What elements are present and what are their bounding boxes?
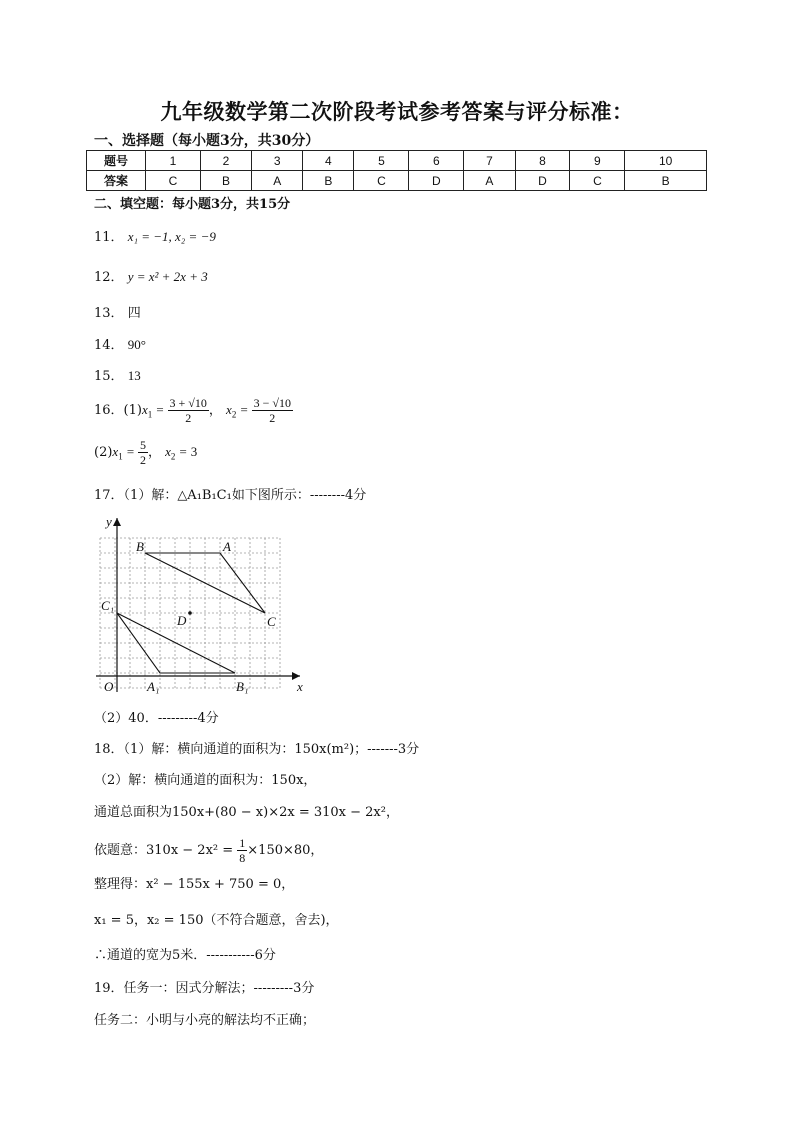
q17-line2: （2）40．---------4分 (94, 711, 219, 726)
q12-answer: y = x² + 2x + 3 (127, 269, 208, 284)
q18-line1: 18．（1）解：横向通道的面积为：150x(m²)；-------3分 (94, 742, 420, 757)
answer-cell: C (354, 171, 409, 191)
q18-line4-post: ×150×80， (247, 843, 324, 858)
answer-cell: A (464, 171, 515, 191)
axis-y-label: y (106, 514, 112, 529)
q11-line (94, 228, 216, 247)
section1-heading: 一、选择题（每小题3分，共30分） (94, 133, 320, 149)
answer-cell: B (200, 171, 251, 191)
question-number: 6 (409, 151, 464, 171)
point-a1-label: A₁ (147, 679, 160, 694)
q16-part1-line: 16．$(1)x_1$ = $\frac{3 + √10}{2}$ ， $x_2$ = $\frac{3 - √10}{2}$ (94, 396, 291, 425)
q16-part2-label: (2) (94, 445, 113, 460)
q16-x1-fraction (168, 396, 209, 425)
table-row-numbers (87, 151, 707, 171)
q11-label: 11． (94, 230, 124, 245)
q16-p2-x1-numerator: 5 (139, 438, 146, 452)
q16-x1-numerator: 3 + √10 (169, 396, 207, 410)
question-number: 2 (200, 151, 251, 171)
q16-p2-x1-denominator: 2 (139, 453, 146, 467)
origin-label: O (104, 679, 114, 694)
q18-line4-pre: 依题意：310x − 2x² = (94, 843, 238, 858)
answer-cell: A (252, 171, 303, 191)
q19-line2: 任务二：小明与小亮的解法均不正确； (94, 1013, 316, 1028)
q14-answer: 90° (127, 337, 146, 352)
answer-cell: D (515, 171, 570, 191)
point-d-dot (188, 611, 192, 615)
y-axis-arrow-icon (113, 518, 121, 526)
q15-answer: 13 (127, 368, 141, 383)
q13-label: 13． (94, 306, 124, 321)
point-a-label: A (223, 539, 231, 554)
q13-answer: 四 (127, 306, 141, 321)
table-row-answers (87, 171, 707, 191)
q12-label: 12． (94, 270, 124, 285)
q18-line3: 通道总面积为150x+(80 − x)×2x = 310x − 2x²， (94, 805, 399, 820)
answer-cell: C (570, 171, 625, 191)
q15-label: 15． (94, 369, 124, 384)
question-number: 9 (570, 151, 625, 171)
q16-x2-denominator: 2 (269, 411, 276, 425)
q13-line (94, 305, 141, 323)
point-c1-label: C₁ (101, 598, 115, 613)
question-number: 8 (515, 151, 570, 171)
q16-p2-x1-fraction (138, 438, 148, 467)
question-number: 3 (252, 151, 303, 171)
q18-line2: （2）解：横向通道的面积为：150x， (94, 773, 317, 788)
q18-fraction-denominator: 8 (239, 851, 246, 865)
question-number: 5 (354, 151, 409, 171)
axis-x-label: x (297, 679, 303, 694)
q14-label: 14． (94, 338, 124, 353)
coordinate-grid-figure (92, 510, 322, 700)
row-header-answer: 答案 (87, 171, 146, 191)
question-number: 10 (625, 151, 707, 171)
row-header-number: 题号 (87, 151, 146, 171)
point-b1-label: B₁ (236, 679, 249, 694)
q19-line1: 19．任务一：因式分解法；---------3分 (94, 981, 315, 996)
q16-x2-fraction (252, 396, 293, 425)
q18-line6: x₁ = 5，x₂ = 150（不符合题意，舍去)， (94, 913, 339, 928)
q18-line5: 整理得：x² − 155x + 750 = 0， (94, 877, 295, 892)
answer-cell: B (625, 171, 707, 191)
q18-line7: ∴通道的宽为5米．-----------6分 (94, 948, 276, 963)
q12-line (94, 268, 208, 287)
answer-cell: B (303, 171, 354, 191)
point-c-label: C (267, 614, 276, 629)
q17-line1: 17．（1）解：△A₁B₁C₁如下图所示：--------4分 (94, 488, 367, 503)
question-number: 7 (464, 151, 515, 171)
answer-table (86, 150, 707, 191)
page-title: 九年级数学第二次阶段考试参考答案与评分标准： (160, 99, 634, 124)
q11-answer: x₁ = −1, x₂ = −9 (127, 229, 216, 244)
answer-cell: D (409, 171, 464, 191)
question-number: 1 (146, 151, 201, 171)
q18-fraction (237, 836, 247, 865)
q16-p2-x2: 3 (190, 444, 198, 459)
point-d-label: D (177, 613, 187, 628)
q16-x2-numerator: 3 − √10 (253, 396, 291, 410)
q16-part1-label: 16．(1) (94, 403, 142, 418)
q14-line (94, 336, 146, 355)
question-number: 4 (303, 151, 354, 171)
q15-line (94, 367, 141, 386)
section2-heading: 二、填空题：每小题3分，共15分 (94, 197, 291, 212)
q16-x1-denominator: 2 (185, 411, 192, 425)
q18-fraction-numerator: 1 (239, 836, 246, 850)
q18-line4 (94, 836, 323, 865)
answer-cell: C (146, 171, 201, 191)
point-b-label: B (136, 539, 144, 554)
q16-part2-line: $(2)x_1$ = $\frac{5}{2}$ ， $x_2 = 3$ (94, 438, 198, 467)
